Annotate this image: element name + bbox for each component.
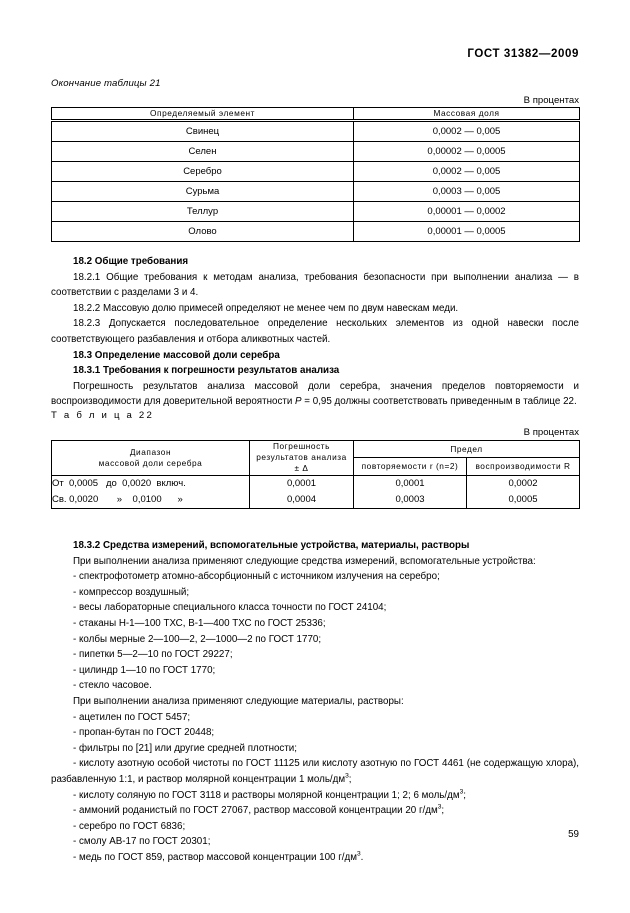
table21-cell-element: Теллур	[52, 202, 354, 222]
table21-cell-value: 0,00001 — 0,0002	[354, 202, 580, 222]
table-row	[52, 475, 580, 508]
superscript-cubic: 3	[437, 803, 442, 811]
table21-cell-value: 0,00002 — 0,0005	[354, 142, 580, 162]
table22	[51, 440, 580, 509]
table22-col-repeatability: повторяемости r (n=2)	[354, 458, 467, 475]
table21-cell-element: Селен	[52, 142, 354, 162]
list-item: - пипетки 5—2—10 по ГОСТ 29227;	[73, 649, 233, 661]
superscript-cubic: 3	[356, 850, 361, 858]
table22-reprod-row2: 0,0005	[508, 493, 538, 505]
copper-text: - медь по ГОСТ 859, раствор массовой концентрации 100 г/дм	[73, 851, 357, 863]
table22-col-limit: Предел	[354, 441, 580, 458]
table22-cell-range	[52, 475, 250, 508]
superscript-cubic: 3	[459, 788, 464, 796]
paragraph-18-3-1-body	[51, 379, 579, 410]
table21-cell-element: Свинец	[52, 121, 354, 142]
table-row	[52, 202, 580, 222]
table21-header	[52, 108, 580, 121]
list-item: - серебро по ГОСТ 6836;	[73, 820, 186, 832]
table22-range-row1: От 0,0005 до 0,0020 включ.	[52, 477, 186, 489]
table21-units-note: В процентах	[523, 95, 579, 106]
table-row	[52, 121, 580, 142]
table22-header	[52, 441, 580, 476]
paragraph-18-2-2: 18.2.2 Массовую долю примесей определяют не менее чем по двум навескам меди.	[73, 302, 459, 314]
table21-col-massfraction: Массовая доля	[354, 108, 580, 121]
copper-tail: .	[360, 851, 364, 863]
table22-col-reproducibility: воспроизводимости R	[467, 458, 580, 475]
table22-range-row2: Св. 0,0020 » 0,0100 »	[52, 493, 183, 505]
list-item: - стекло часовое.	[73, 680, 152, 692]
table22-cell-reproducibility	[467, 475, 580, 508]
list-item: - цилиндр 1—10 по ГОСТ 1770;	[73, 664, 216, 676]
page-number: 59	[568, 829, 579, 840]
section-18-3-heading: 18.3 Определение массовой доли серебра	[73, 349, 280, 361]
ammonium-text: - аммоний роданистый по ГОСТ 27067, раствор массовой концентрации 20 г/дм	[73, 805, 438, 817]
table22-container	[51, 440, 580, 509]
nitric-acid-tail: ;	[348, 773, 352, 785]
ammonium-tail: ;	[441, 805, 445, 817]
table22-caption: Т а б л и ц а 22	[51, 410, 155, 421]
table-row	[52, 142, 580, 162]
table22-col-error-line2: результатов анализа	[256, 452, 347, 463]
list-item: - колбы мерные 2—100—2, 2—1000—2 по ГОСТ 1770;	[73, 633, 322, 645]
table22-col-range-line2: массовой доли серебра	[98, 457, 203, 468]
table22-units-note: В процентах	[523, 427, 579, 438]
table-header-row	[52, 441, 580, 458]
table22-repeat-row2: 0,0003	[395, 493, 425, 505]
table22-error-row1: 0,0001	[286, 477, 317, 489]
hcl-tail: ;	[463, 789, 467, 801]
table21-cell-element: Сурьма	[52, 182, 354, 202]
table-row	[52, 182, 580, 202]
list-item-hydrochloric-acid	[51, 788, 579, 804]
section-18-3-2-block	[51, 538, 579, 865]
table21-caption: Окончание таблицы 21	[51, 78, 161, 89]
table22-col-error	[250, 441, 354, 476]
paragraph-text-part-b: = 0,95 должны соответствовать приведенным в таблице 22.	[301, 396, 577, 408]
list-item: - ацетилен по ГОСТ 5457;	[73, 711, 191, 723]
table22-reprod-row1: 0,0002	[508, 477, 538, 489]
table21-cell-value: 0,0003 — 0,005	[354, 182, 580, 202]
section-18-3-2-heading: 18.3.2 Средства измерений, вспомогательные устройства, материалы, растворы	[73, 540, 470, 551]
table21-cell-element: Олово	[52, 222, 354, 242]
table22-body	[52, 475, 580, 508]
table21-cell-element: Серебро	[52, 162, 354, 182]
table-header-row	[52, 108, 580, 121]
paragraph-text-part-a: Погрешность результатов анализа массовой доли серебра, значения пределов повторяемости и воспроизводимости для доверительной вероятности	[51, 380, 579, 408]
table21-body	[52, 121, 580, 242]
list-item-copper	[51, 850, 579, 866]
table22-col-error-line1: Погрешность	[272, 441, 330, 451]
list-item-ammonium	[51, 803, 579, 819]
nitric-acid-text: - кислоту азотную особой чистоты по ГОСТ 11125 или кислоту азотную по ГОСТ 4461 (не содержащую хлора), разбавленную 1:1, и раствор молярной концентрации 1 моль/дм	[51, 758, 579, 785]
list-item: - смолу АВ-17 по ГОСТ 20301;	[73, 836, 211, 848]
list-item: - спектрофотометр атомно-абсорбционный с источником излучения на серебро;	[73, 571, 440, 583]
list-item: - компрессор воздушный;	[73, 586, 190, 598]
table21-col-element: Определяемый элемент	[52, 108, 354, 121]
probability-variable: P	[295, 396, 302, 408]
table-row	[52, 222, 580, 242]
table22-cell-repeatability	[354, 475, 467, 508]
paragraph-materials-intro: При выполнении анализа применяют следующие материалы, растворы:	[73, 695, 404, 707]
list-item: - пропан-бутан по ГОСТ 20448;	[73, 727, 215, 739]
table21-container	[51, 107, 580, 242]
superscript-cubic: 3	[345, 772, 349, 780]
table22-col-error-line3: ± Δ	[294, 463, 309, 474]
table21-cell-value: 0,00001 — 0,0005	[354, 222, 580, 242]
paragraph-18-2-3: 18.2.3 Допускается последовательное определение нескольких элементов из одной навески после соответствующего разбавления и отбора аликвотных частей.	[51, 318, 579, 345]
table22-repeat-row1: 0,0001	[395, 477, 425, 489]
table-row	[52, 162, 580, 182]
list-item: - фильтры по [21] или другие средней плотности;	[73, 742, 298, 754]
table22-col-range-line1: Диапазон	[129, 446, 172, 457]
list-item: - стаканы Н-1—100 ТХС, В-1—400 ТХС по ГОСТ 25336;	[73, 617, 326, 629]
table22-col-range	[52, 441, 250, 476]
list-item: - весы лабораторные специального класса точности по ГОСТ 24104;	[73, 602, 387, 614]
table22-cell-error	[250, 475, 354, 508]
section-18-3-1-heading: 18.3.1 Требования к погрешности результатов анализа	[73, 365, 340, 377]
table21-cell-value: 0,0002 — 0,005	[354, 162, 580, 182]
table21	[51, 107, 580, 242]
table22-error-row2: 0,0004	[286, 493, 317, 505]
document-standard-header: ГОСТ 31382—2009	[467, 48, 579, 60]
hcl-text: - кислоту соляную по ГОСТ 3118 и растворы молярной концентрации 1; 2; 6 моль/дм	[73, 789, 460, 801]
paragraph-18-2-1: 18.2.1 Общие требования к методам анализа, требования безопасности при выполнении анализа — в соответствии с разделами 3 и 4.	[51, 271, 579, 299]
table21-cell-value: 0,0002 — 0,005	[354, 121, 580, 142]
section-18-2-heading: 18.2 Общие требования	[73, 256, 189, 267]
paragraph-equipment-intro: При выполнении анализа применяют следующие средства измерений, вспомогательные устройства:	[73, 555, 536, 567]
section-18-2-block	[51, 254, 579, 410]
list-item-nitric-acid	[51, 756, 579, 787]
